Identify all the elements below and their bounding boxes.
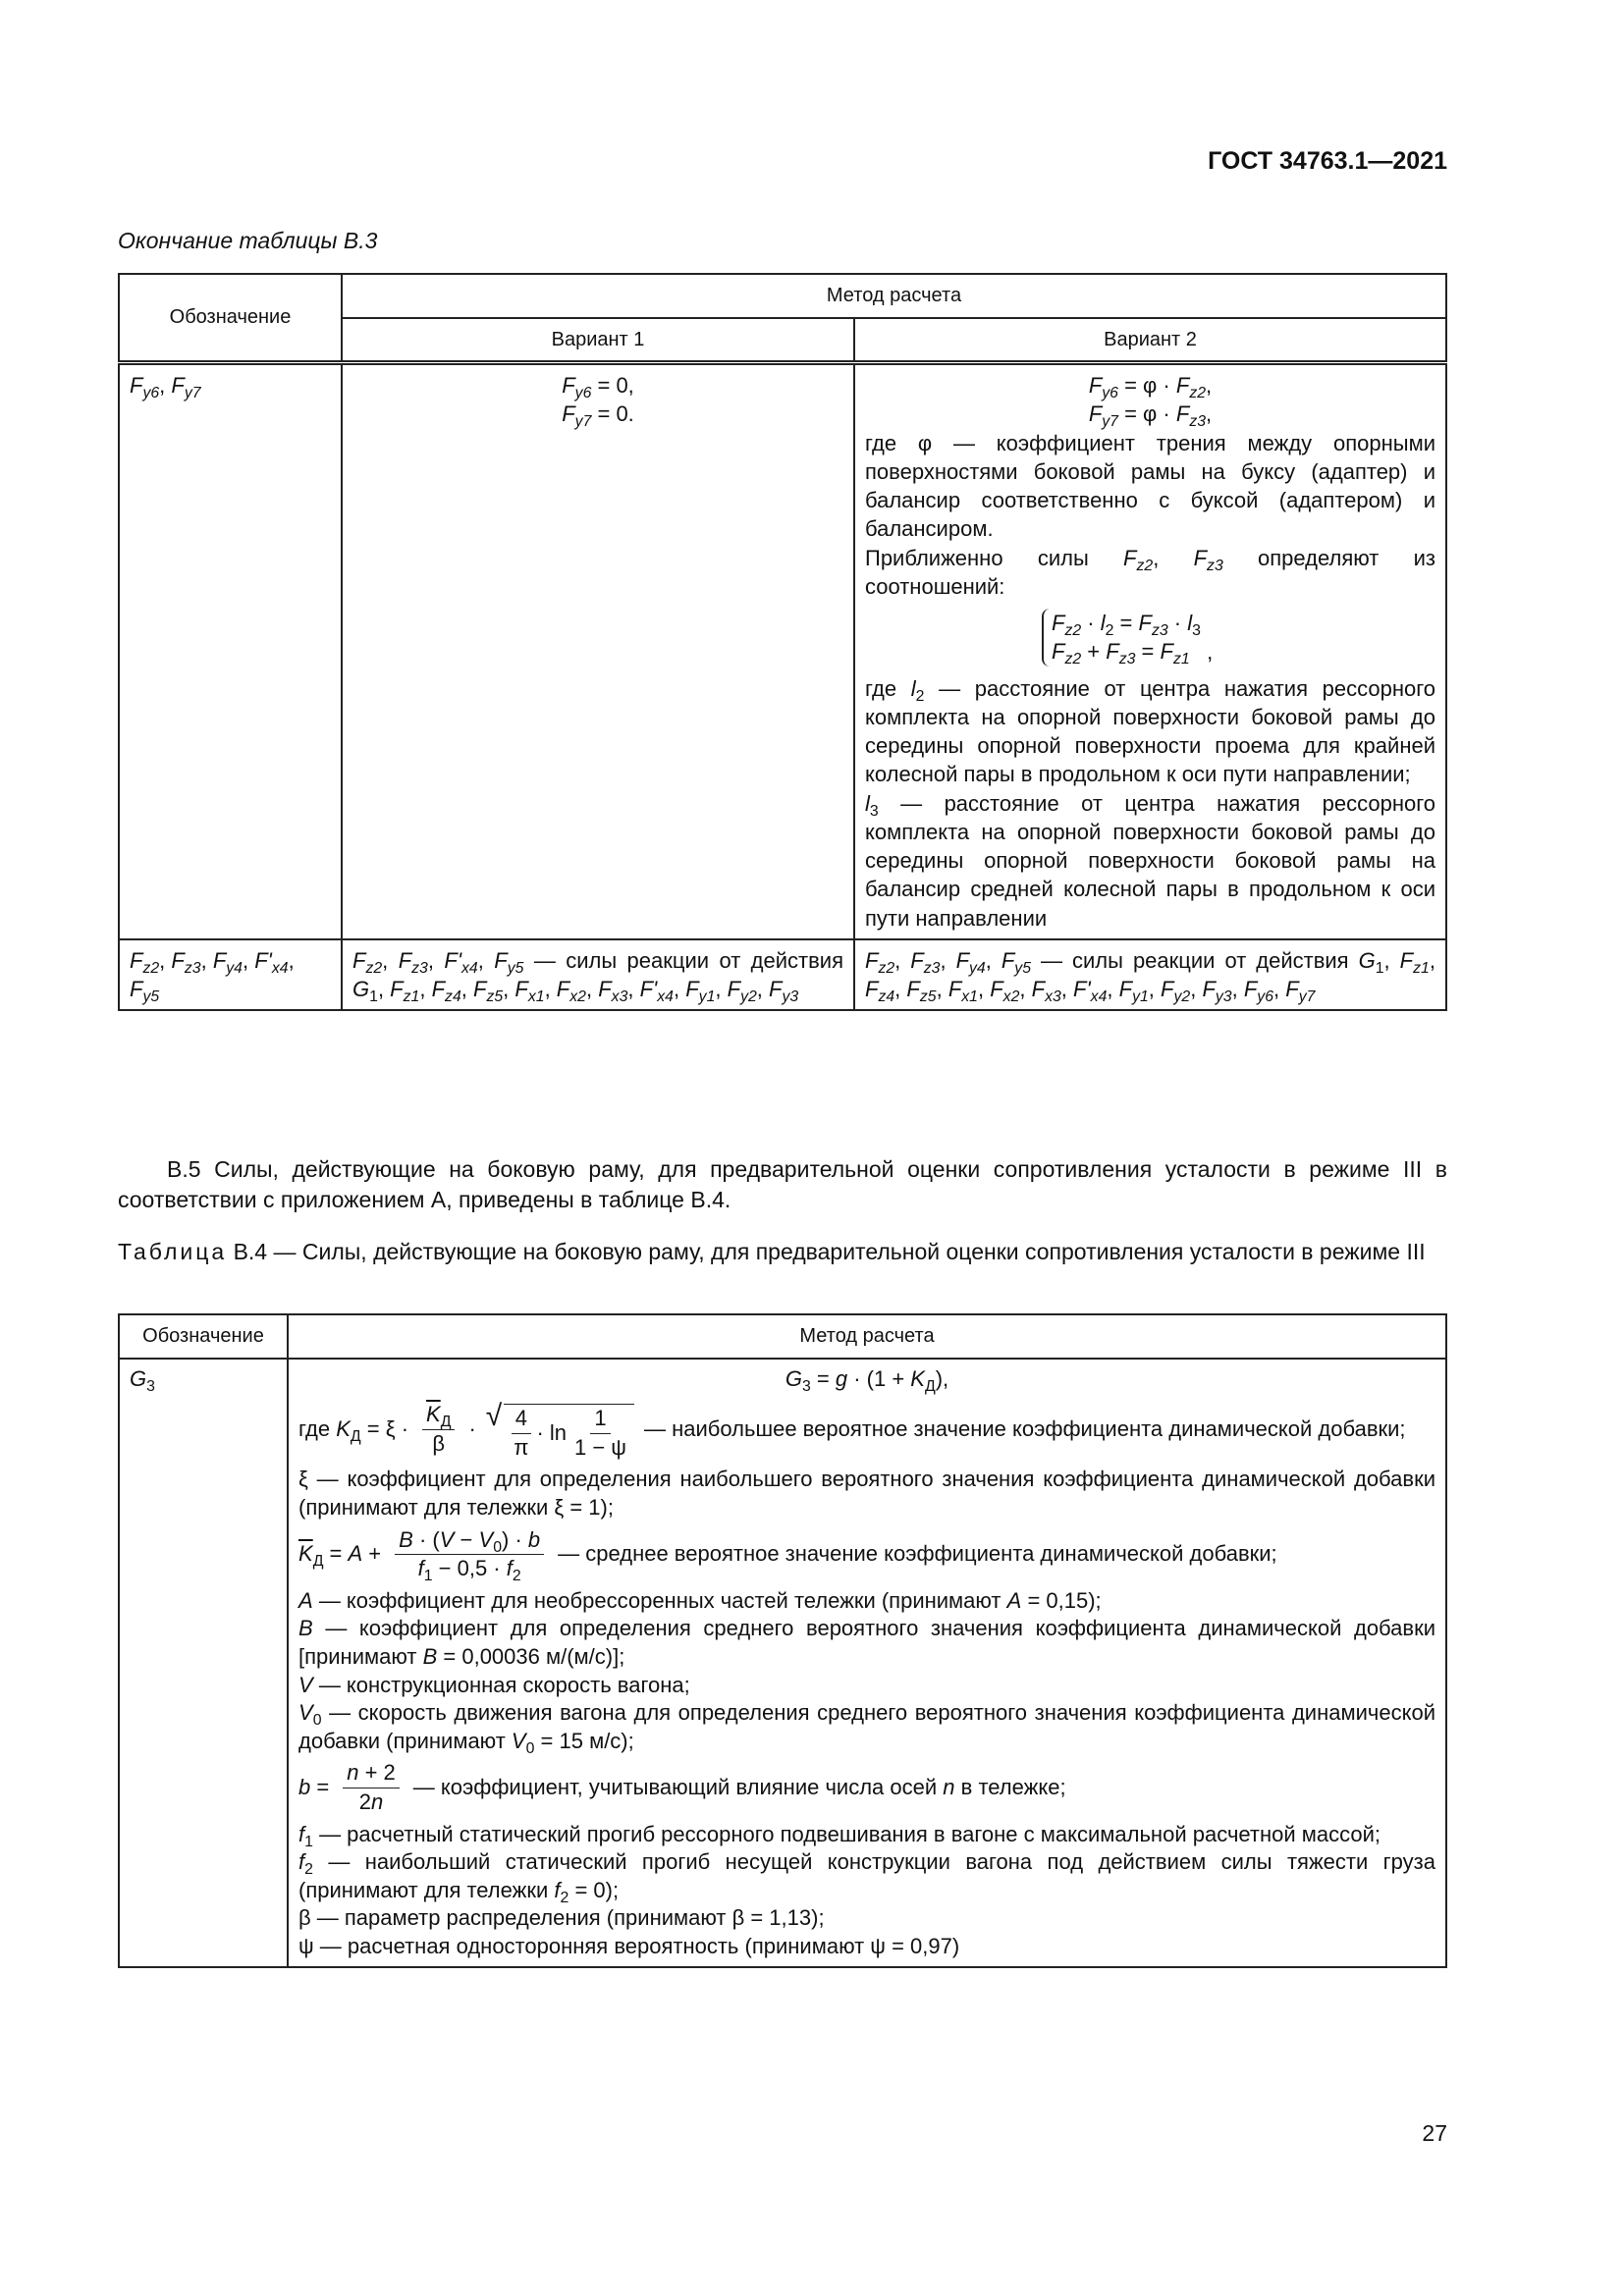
table-row: [119, 363, 1446, 939]
col-variant1: Вариант 1: [342, 318, 854, 363]
beta-description: β — параметр распределения (принимают β = 1,13);: [298, 1905, 825, 1931]
f1-description: — расчетный статический прогиб рессорного подвешивания в вагоне с максимальной расчетной массой;: [319, 1821, 1381, 1846]
paragraph-b5: В.5 Силы, действующие на боковую раму, для предварительной оценки сопротивления усталости в режиме III в соответствии с приложением А, приведены в таблице В.4.: [118, 1156, 1447, 1213]
friction-description: где φ — коэффициент трения между опорными поверхностями боковой рамы на буксу (адаптер) и балансир соответственно с буксой (адаптером) и балансиром.: [865, 430, 1435, 542]
document-header: ГОСТ 34763.1—2021: [1208, 147, 1447, 175]
table-row: [119, 1359, 1446, 1968]
l2-description: — расстояние от центра нажатия рессорного комплекта на опорной поверхности боковой рамы до середины опорной поверхности проема для крайней колесной пары в продольном к оси пути направлении;: [865, 675, 1435, 787]
variant1-cell: $F_{z2}$, $F_{z3}$, $F'_{x4}$, $F_{y5}$ — силы реакции от действия $G_1$, $F_{z1}$, $F_{z4}$, $F_{z5}$, $F_{x1}$, $F_{x2}$, $F_{x3}$, $F'_{x4}$, $F_{y1}$, $F_{y2}$, $F_{y3}$: [342, 939, 854, 1011]
approx-prefix: Приближенно силы: [865, 545, 1089, 570]
table-b3-end: [118, 273, 1447, 1011]
col-designation: Обозначение: [119, 1314, 288, 1359]
designation-cell: $F_{z2}$, $F_{z3}$, $F_{y4}$, $F'_{x4}$, $F_{y5}$: [119, 939, 342, 1011]
table-b4: [118, 1313, 1447, 1968]
v0-description: — скорость движения вагона для определения среднего вероятного значения коэффициента динамической добавки (принимают: [298, 1700, 1435, 1753]
designation-cell: $G_3$: [119, 1359, 288, 1968]
v0-value: = 15 м/с);: [540, 1728, 634, 1753]
approx-text: определяют из соотношений:: [865, 545, 1435, 599]
kd-description: — наибольшее вероятное значение коэффициента динамической добавки;: [644, 1415, 1406, 1441]
a-value: = 0,15);: [1027, 1587, 1102, 1613]
table-continuation-caption: Окончание таблицы В.3: [118, 228, 378, 253]
variant2-cell: $F_{y6} = \varphi \cdot F_{z2}$, $F_{y7} = \varphi \cdot F_{z3}$, где φ — коэффициент трения между опорными поверхностями боковой рамы на буксу (адаптер) и балансир соответственно с буксой (адаптером) и балансиром. Приближенно силы $F_{z2}$, $F_{z3}$ определяют из соотношений: $F_{z2} \cdot l_2 = F_{z3} \cdot l_3$ $F_{z2} + F_{z3} = F_{z1}$ , где $l_2$ — расстояние от центра нажатия рессорного комплекта на опорной поверхности боковой рамы до середины опорной поверхности проема для крайней колесной пары в продольном к оси пути направлении; $l_3$ — расстояние от центра нажатия рессорного комплекта на опорной поверхности боковой рамы до середины опорной поверхности боковой рамы на балансир средней колесной пары в продольном к оси пути направлении: [854, 363, 1446, 939]
f2-value: = 0);: [574, 1877, 620, 1902]
table-row: [119, 939, 1446, 1011]
bn-description-tail: в тележке;: [960, 1775, 1066, 1800]
variant2-cell: $F_{z2}$, $F_{z3}$, $F_{y4}$, $F_{y5}$ — силы реакции от действия $G_1$, $F_{z1}$, $F_{z4}$, $F_{z5}$, $F_{x1}$, $F_{x2}$, $F_{x3}$, $F'_{x4}$, $F_{y1}$, $F_{y2}$, $F_{y3}$, $F_{y6}$, $F_{y7}$: [854, 939, 1446, 1011]
method-cell: $G_3 = g \cdot (1 + K_Д)$, где $K_Д = \xi$ · $\frac{\overline{K}_Д}{\beta}$ · √ $\frac{4}{\pi}$ · ln $\frac{1}{1 - \psi}$ — наибольшее вероятное значение коэффициента динамической добавки; ξ — коэффициент для определения наибольшего вероятного значения коэффициента динамической добавки (принимают для тележки ξ = 1); $\overline{K}_Д = A$ + $\frac{B \cdot (V - V_0) \cdot b}{f_1 - 0,5 \cdot f_2}$ — среднее вероятное значение коэффициента динамической добавки; A — коэффициент для необрессоренных частей тележки (принимают A = 0,15); B — коэффициент для определения среднего вероятного значения коэффициента динамической добавки [принимают B = 0,00036 м/(м/с)]; V — конструкционная скорость вагона; $V_0$ — скорость движения вагона для определения среднего вероятного значения коэффициента динамической добавки (принимают $V_0 = 15$ м/с); b = $\frac{n + 2}{2n}$ — коэффициент, учитывающий влияние числа осей n в тележке; $f_1$ — расчетный статический прогиб рессорного подвешивания в вагоне с максимальной расчетной массой; $f_2$ — наибольший статический прогиб несущей конструкции вагона под действием силы тяжести груза (принимают для тележки $f_2 = 0$); β — параметр распределения (принимают β = 1,13); ψ — расчетная односторонняя вероятность (принимают ψ = 0,97): [288, 1359, 1446, 1968]
equation-system: $F_{z2} \cdot l_2 = F_{z3} \cdot l_3$ $F_{z2} + F_{z3} = F_{z1}$: [1042, 609, 1201, 667]
b-description: — коэффициент для определения среднего вероятного значения коэффициента динамической добавки [принимают: [298, 1616, 1435, 1669]
reaction-text-v1: — силы реакции от действия: [533, 947, 843, 973]
kd-mean-description: — среднее вероятное значение коэффициента динамической добавки;: [558, 1541, 1277, 1567]
v-description: — конструкционная скорость вагона;: [318, 1672, 690, 1697]
table-label: Таблица: [118, 1239, 228, 1264]
col-method: Метод расчета: [342, 274, 1446, 318]
a-description: — коэффициент для необрессоренных частей тележки (принимают: [318, 1587, 1001, 1613]
psi-description: ψ — расчетная односторонняя вероятность (принимают ψ = 0,97): [298, 1933, 960, 1958]
bn-description: — коэффициент, учитывающий влияние числа осей: [412, 1775, 938, 1800]
b-value: = 0,00036 м/(м/с)];: [443, 1643, 625, 1669]
reaction-text-v2: — силы реакции от действия: [1041, 947, 1349, 973]
table-b4-title: [118, 1237, 1447, 1267]
col-variant2: Вариант 2: [854, 318, 1446, 363]
f2-description: — наибольший статический прогиб несущей конструкции вагона под действием силы тяжести груза (принимают для тележки: [298, 1849, 1435, 1902]
table-title-text: В.4 — Силы, действующие на боковую раму, для предварительной оценки сопротивления усталости в режиме III: [233, 1239, 1426, 1264]
designation-cell: $F_{y6}$, $F_{y7}$: [119, 363, 342, 939]
xi-description: ξ — коэффициент для определения наибольшего вероятного значения коэффициента динамической добавки (принимают для тележки ξ = 1);: [298, 1467, 1435, 1520]
col-method: Метод расчета: [288, 1314, 1446, 1359]
variant1-cell: $F_{y6} = 0$, $F_{y7} = 0$.: [342, 363, 854, 939]
col-designation: Обозначение: [119, 274, 342, 363]
page-number: 27: [1422, 2120, 1447, 2146]
l3-description: — расстояние от центра нажатия рессорного комплекта на опорной поверхности боковой рамы до середины опорной поверхности боковой рамы на балансир средней колесной пары в продольном к оси пути направлении: [865, 790, 1435, 931]
